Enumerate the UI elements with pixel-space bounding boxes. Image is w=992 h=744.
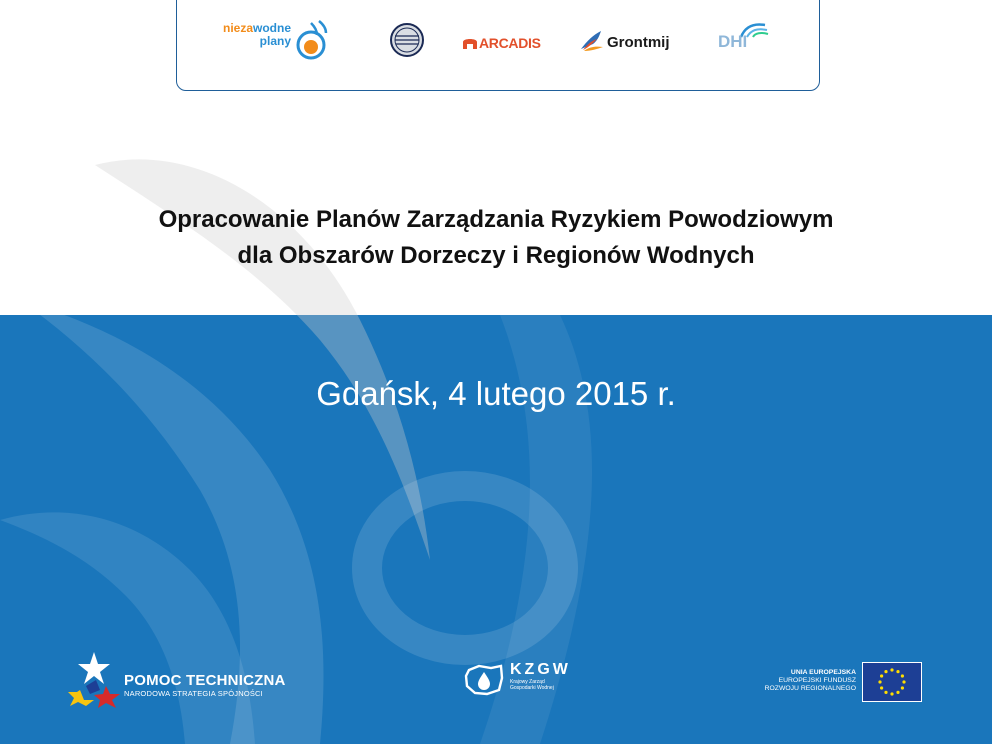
round-seal-logo-icon [389,22,425,58]
niezawodne-plany-logo-icon [293,17,333,63]
eu-fund-line2: EUROPEJSKI FUNDUSZ [778,677,856,684]
pomoc-techniczna-star-icon [68,650,122,708]
eu-fund-line3: ROZWOJU REGIONALNEGO [764,685,856,692]
arcadis-logo-icon [462,36,478,50]
pomoc-techniczna-subtitle: NARODOWA STRATEGIA SPÓJNOŚCI [124,689,263,698]
grontmij-logo-text: Grontmij [607,34,670,51]
slide-subtitle: dla Obszarów Dorzeczy i Regionów Wodnych [237,242,755,269]
niezawodne-part2: wodne [253,21,291,35]
niezawodne-part3: plany [259,34,291,48]
niezawodne-plany-logo-text [207,22,291,48]
pomoc-techniczna-logo-text [124,672,286,699]
grontmij-logo-icon [579,29,605,53]
slide-title: Opracowanie Planów Zarządzania Ryzykiem Powodziowym [158,206,834,233]
kzgw-logo-text [510,661,571,691]
dhi-logo-text: DHI [718,32,748,51]
arcadis-logo-text: ARCADIS [479,35,541,51]
kzgw-subtitle-line2: Gospodarki Wodnej [510,685,554,691]
pomoc-techniczna-title: POMOC TECHNICZNA [124,672,286,689]
eu-flag-icon [862,662,922,702]
kzgw-subtitle-line1: Krajowy Zarząd [510,679,545,685]
kzgw-title: KZGW [510,661,571,678]
kzgw-logo-icon [463,662,505,698]
place-date: Gdańsk, 4 lutego 2015 r. [316,375,676,412]
partner-logos-frame [176,0,820,91]
niezawodne-part1: nieza [222,21,253,35]
eu-union-label: UNIA EUROPEJSKA [790,669,856,676]
eu-fund-text [720,669,856,693]
